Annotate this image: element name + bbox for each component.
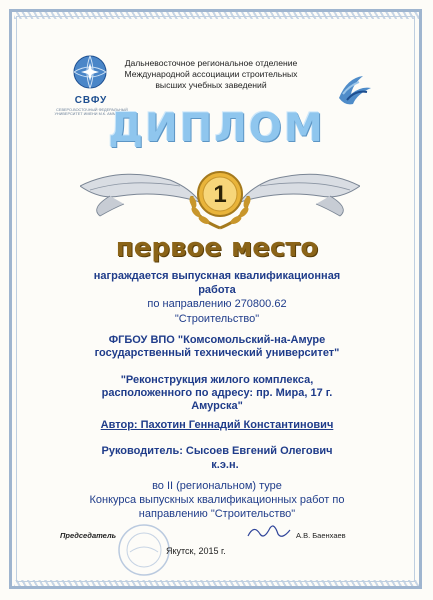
header-line-2: Международной ассоциации строительных [124, 69, 298, 79]
association-swirl-icon [333, 68, 377, 112]
project-line-3: Амурска" [191, 400, 243, 412]
header-line-1: Дальневосточное региональное отделение [124, 58, 298, 68]
project-title [66, 374, 368, 413]
award-line-1: награждается выпускная квалификационная [93, 270, 341, 282]
place-heading: первое место [115, 233, 319, 263]
author-line: Автор: Пахотин Геннадий Константинович [100, 419, 334, 431]
contest-line-2: направлению "Строительство" [138, 508, 296, 520]
svfu-small-text: СЕВЕРО-ВОСТОЧНЫЙ ФЕДЕРАЛЬНЫЙ УНИВЕРСИТЕТ ИМЕНИ М.К. АММОСОВА [54, 108, 130, 116]
project-line-1: "Реконструкция жилого комплекса, [120, 374, 314, 386]
award-line-3: по направлению 270800.62 [147, 298, 287, 310]
medal-number: 1 [213, 181, 227, 208]
contest-line-1: Конкурса выпускных квалификационных работ по [89, 494, 345, 506]
university-line-1: ФГБОУ ВПО "Комсомольский-на-Амуре [108, 334, 326, 346]
ribbon-medal-ornament [80, 156, 360, 236]
award-line-2: работа [198, 284, 236, 296]
city-year: Якутск, 2015 г. [166, 546, 226, 556]
project-line-2: расположенного по адресу: пр. Мира, 17 г. [101, 387, 333, 399]
university-name [66, 334, 368, 360]
svfu-caption: СВФУ [74, 95, 108, 106]
chair-name: А.В. Баенхаев [296, 531, 346, 540]
award-line-4: "Строительство" [174, 313, 260, 325]
contest-round: во II (региональном) туре [152, 480, 282, 492]
university-line-2: государственный технический университет" [94, 347, 340, 359]
association-logo [333, 68, 377, 112]
supervisor-line: Руководитель: Сысоев Евгений Олегович [101, 445, 333, 457]
supervisor-degree: к.э.н. [211, 459, 239, 471]
chair-label: Председатель [60, 531, 117, 540]
organization-header [101, 58, 321, 91]
signature-row [60, 531, 380, 545]
header-line-3: высших учебных заведений [155, 80, 267, 90]
diploma-title: ДИПЛОМ [108, 106, 325, 151]
